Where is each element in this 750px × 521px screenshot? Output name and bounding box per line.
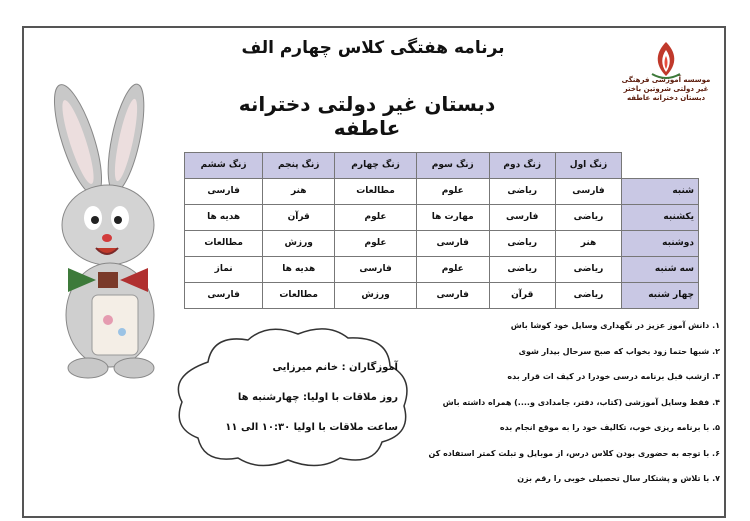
list-item: ۴. فقط وسایل آموزشی (کتاب، دفتر، جامدادی و....) همراه داشته باش — [442, 397, 720, 407]
period-header: زنگ دوم — [489, 153, 555, 179]
period-header: زنگ ششم — [185, 153, 263, 179]
table-cell: هدیه ها — [185, 204, 263, 230]
table-cell: فارسی — [489, 204, 555, 230]
table-cell: قرآن — [263, 204, 335, 230]
table-cell: هنر — [263, 178, 335, 204]
table-cell: مطالعات — [185, 230, 263, 256]
day-label: چهار شنبه — [622, 282, 699, 308]
table-cell: فارسی — [416, 230, 489, 256]
table-cell: ریاضی — [489, 178, 555, 204]
period-header: زنگ سوم — [416, 153, 489, 179]
school-logo — [616, 40, 716, 124]
table-row — [185, 256, 699, 282]
table-row — [185, 282, 699, 308]
table-row — [185, 230, 699, 256]
table-row — [185, 178, 699, 204]
period-header: زنگ پنجم — [263, 153, 335, 179]
period-header: زنگ اول — [555, 153, 621, 179]
logo-line-2: غیر دولتی شروتین باختر — [623, 85, 709, 93]
table-cell: مهارت ها — [416, 204, 489, 230]
table-cell: ریاضی — [555, 282, 621, 308]
page-title: برنامه هفتگی کلاس چهارم الف — [241, 38, 505, 58]
table-cell: ورزش — [263, 230, 335, 256]
meeting-time: ساعت ملاقات با اولیا ۱۰:۳۰ الی ۱۱ — [225, 422, 398, 433]
teacher-name: آموزگاران : خانم میرزایی — [272, 362, 398, 373]
weekly-schedule-table — [184, 152, 699, 309]
day-label: یکشنبه — [622, 204, 699, 230]
bunny-illustration — [38, 80, 178, 380]
day-label: دوشنبه — [622, 230, 699, 256]
day-label: شنبه — [622, 178, 699, 204]
table-cell: علوم — [416, 256, 489, 282]
table-cell: فارسی — [555, 178, 621, 204]
table-cell: علوم — [335, 230, 417, 256]
day-label: سه شنبه — [622, 256, 699, 282]
table-cell: ریاضی — [555, 256, 621, 282]
table-corner — [622, 153, 699, 179]
list-item: ۵. با برنامه ریزی خوب، تکالیف خود را به موقع انجام بده — [499, 423, 720, 432]
table-cell: علوم — [335, 204, 417, 230]
table-cell: هدیه ها — [263, 256, 335, 282]
logo-line-3: دبستان دخترانه عاطفه — [626, 94, 706, 102]
table-cell: هنر — [555, 230, 621, 256]
list-item: ۳. ازشب قبل برنامه درسی خودرا در کیف ات قرار بده — [507, 372, 720, 381]
flame-logo-icon — [616, 40, 716, 80]
table-cell: نماز — [185, 256, 263, 282]
list-item: ۲. شبها حتما زود بخواب که صبح سرحال بیدار شوی — [518, 346, 720, 356]
table-cell: ریاضی — [555, 204, 621, 230]
list-item: ۱. دانش آموز عزیز در نگهداری وسایل خود کوشا باش — [510, 321, 720, 330]
list-item: ۷. با تلاش و پشتکار سال تحصیلی خوبی را رقم بزن — [517, 474, 720, 483]
table-header-row — [185, 153, 699, 179]
school-name: دبستان غیر دولتی دخترانه عاطفه — [238, 92, 496, 140]
table-cell: فارسی — [185, 178, 263, 204]
table-cell: ورزش — [335, 282, 417, 308]
table-cell: قرآن — [489, 282, 555, 308]
list-item: ۶. با توجه به حضوری بودن کلاس درس، از موبایل و تبلت کمتر استفاده کن — [428, 448, 720, 458]
table-cell: علوم — [416, 178, 489, 204]
table-cell: ریاضی — [489, 230, 555, 256]
table-row — [185, 204, 699, 230]
table-cell: مطالعات — [263, 282, 335, 308]
logo-line-1: موسسه آموزشی فرهنگی — [621, 76, 711, 84]
logo-caption — [616, 76, 716, 103]
table-cell: ریاضی — [489, 256, 555, 282]
meeting-day: روز ملاقات با اولیا: چهارشنبه ها — [237, 392, 398, 403]
rules-list — [430, 320, 720, 499]
table-cell: مطالعات — [335, 178, 417, 204]
table-cell: فارسی — [185, 282, 263, 308]
table-cell: فارسی — [416, 282, 489, 308]
period-header: زنگ چهارم — [335, 153, 417, 179]
table-cell: فارسی — [335, 256, 417, 282]
